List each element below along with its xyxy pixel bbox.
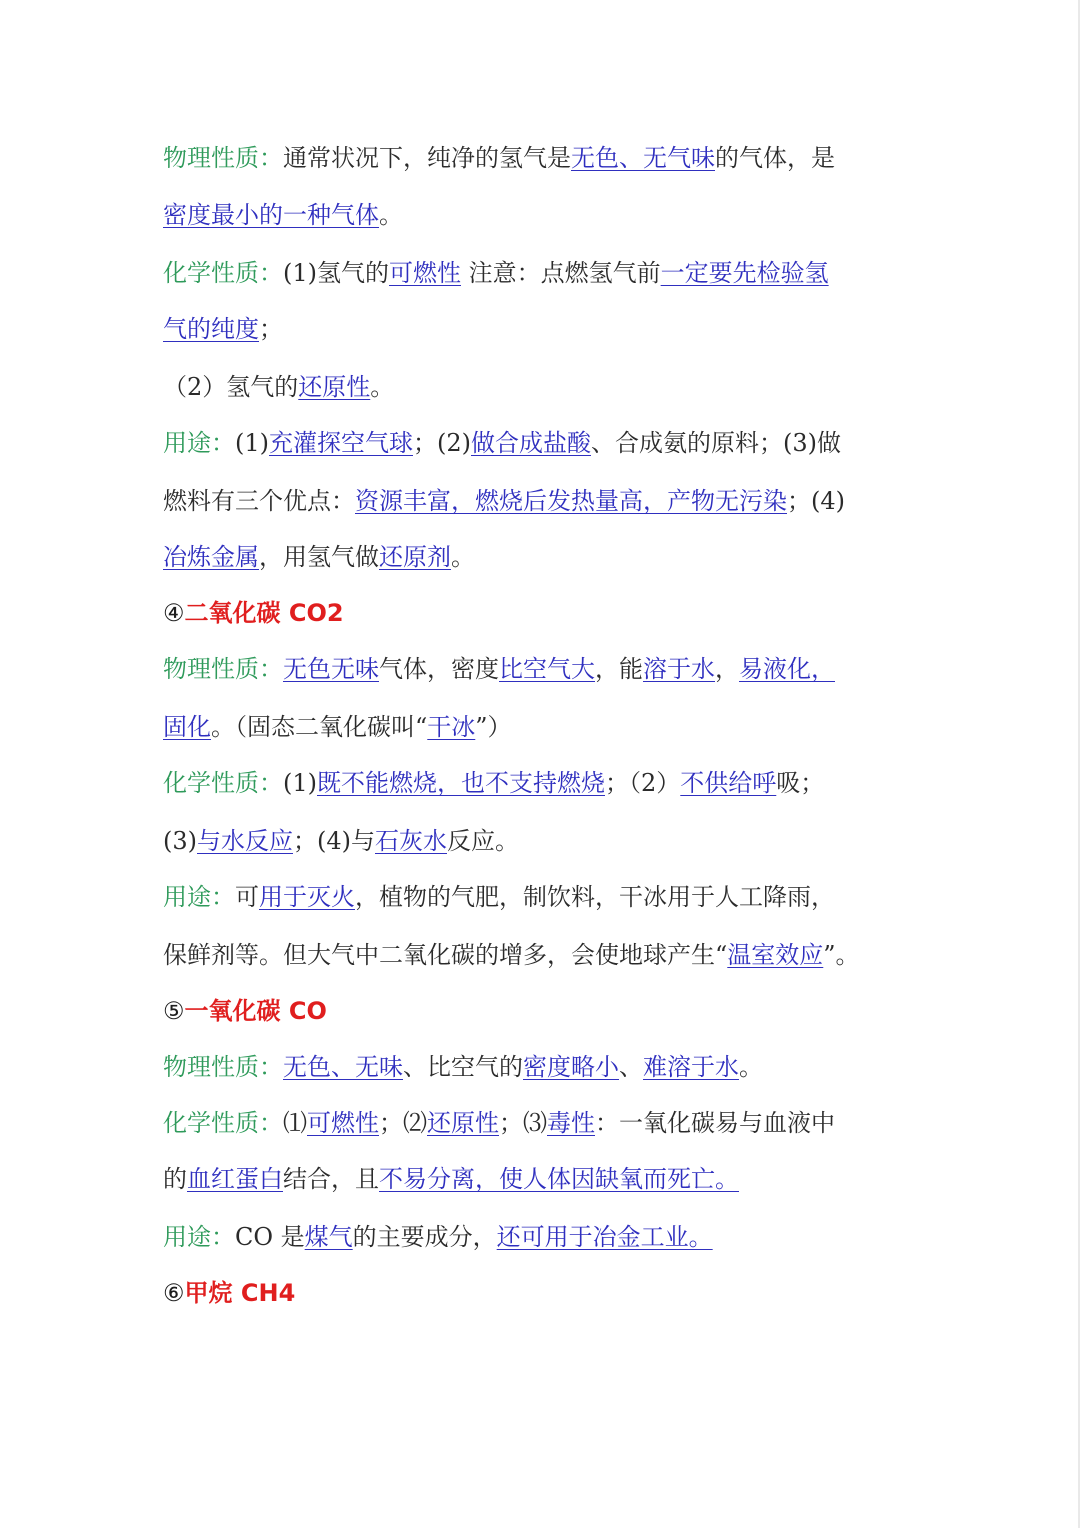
body-text: ；⑶ [499, 1109, 547, 1137]
body-text: 可 [235, 883, 259, 911]
body-text: 、合成氨的原料；(3)做 [591, 429, 841, 457]
body-text: 注意：点燃氢气前 [461, 259, 661, 287]
answer-text: 固化 [163, 713, 211, 741]
h2-physical-line-1 [163, 141, 835, 175]
body-text: 气体，密度 [379, 655, 499, 683]
section-label: 化学性质： [163, 1109, 283, 1137]
h2-chemical-line-1 [163, 256, 829, 290]
co-heading [163, 994, 327, 1028]
ch4-heading [163, 1276, 295, 1310]
section-label: 物理性质： [163, 1053, 283, 1081]
body-text: CO 是 [235, 1223, 305, 1251]
h2-uses-line-2 [163, 484, 845, 518]
body-text: (1) [283, 769, 317, 797]
answer-text: 无色无味 [283, 655, 379, 683]
body-text: 。 [739, 1053, 763, 1081]
co-physical-line-1 [163, 1050, 763, 1084]
section-label: 用途： [163, 429, 235, 457]
co2-uses-line-1 [163, 880, 835, 914]
body-text: ；(4)与 [293, 827, 375, 855]
body-text: 。 [379, 201, 403, 229]
answer-text: 还原剂 [379, 543, 451, 571]
body-text: 保鲜剂等。但大气中二氧化碳的增多，会使地球产生“ [163, 941, 728, 969]
answer-text: 冶炼金属 [163, 543, 259, 571]
co-chemical-line-1 [163, 1106, 835, 1140]
answer-text: 易液化， [739, 655, 835, 683]
answer-text: 煤气 [304, 1223, 353, 1251]
body-text: ，能 [595, 655, 643, 683]
body-text: (3) [163, 827, 197, 855]
answer-text: 还原性 [427, 1109, 499, 1137]
body-text: ；（2） [605, 769, 681, 797]
co2-uses-line-2 [163, 938, 860, 972]
body-text: 、比空气的 [403, 1053, 523, 1081]
body-text: （2）氢气的 [163, 373, 299, 401]
answer-text: 比空气大 [499, 655, 595, 683]
body-text: ；⑵ [379, 1109, 427, 1137]
answer-text: 密度略小 [523, 1053, 619, 1081]
body-text: 燃料有三个优点： [163, 487, 355, 515]
body-text: ⑴ [283, 1109, 307, 1137]
co-uses-line-1 [163, 1220, 713, 1254]
h2-uses-line-1 [163, 426, 841, 460]
heading-text: 甲烷 CH4 [184, 1279, 296, 1307]
co2-physical-line-2 [163, 710, 512, 744]
section-label: 用途： [163, 883, 235, 911]
h2-uses-line-3 [163, 540, 475, 574]
body-text: ”。 [823, 941, 860, 969]
answer-text: 充灌探空气球 [269, 429, 413, 457]
answer-text: 难溶于水 [643, 1053, 739, 1081]
body-text: 。 [451, 543, 475, 571]
answer-text: 毒性 [547, 1109, 595, 1137]
body-text: (1)氢气的 [283, 259, 389, 287]
body-text: 通常状况下，纯净的氢气是 [283, 144, 571, 172]
answer-text: 可燃性 [389, 259, 461, 287]
h2-chemical-line-3 [163, 370, 394, 404]
answer-text: 血红蛋白 [187, 1165, 283, 1193]
answer-text: 无色、无气味 [571, 144, 715, 172]
answer-text: 无色、无味 [283, 1053, 403, 1081]
answer-text: 资源丰富，燃烧后发热量高，产物无污染 [355, 487, 787, 515]
answer-text: 与水反应 [197, 827, 293, 855]
answer-text: 既不能燃烧，也不支持燃烧 [317, 769, 605, 797]
heading-number: ⑥ [163, 1279, 185, 1307]
answer-text: 不易分离，使人体因缺氧而死亡。 [379, 1165, 739, 1193]
body-text: ；(2) [413, 429, 471, 457]
answer-text: 干冰 [427, 713, 476, 741]
section-label: 化学性质： [163, 769, 283, 797]
section-label: 物理性质： [163, 144, 283, 172]
co2-chemical-line-1 [163, 766, 824, 800]
body-text: ； [259, 315, 283, 343]
answer-text: 密度最小的一种气体 [163, 201, 379, 229]
answer-text: 还原性 [298, 373, 371, 401]
heading-number: ⑤ [163, 997, 185, 1025]
answer-text: 不供给呼 [680, 769, 777, 797]
answer-text: 还可用于冶金工业。 [496, 1223, 713, 1251]
co2-heading [163, 596, 344, 630]
body-text: ， [715, 655, 739, 683]
body-text: 的气体，是 [715, 144, 835, 172]
co2-physical-line-1 [163, 652, 835, 686]
h2-physical-line-2 [163, 198, 403, 232]
answer-text: 溶于水 [643, 655, 715, 683]
answer-text: 一定要先检验氢 [660, 259, 829, 287]
body-text: 。 [370, 373, 395, 401]
section-label: 化学性质： [163, 259, 283, 287]
body-text: ，用氢气做 [259, 543, 379, 571]
body-text: 的 [163, 1165, 187, 1193]
body-text: ；(4) [787, 487, 845, 515]
heading-text: 一氧化碳 CO [184, 997, 327, 1025]
co-chemical-line-2 [163, 1162, 739, 1196]
heading-number: ④ [163, 599, 185, 627]
answer-text: 做合成盐酸 [471, 429, 591, 457]
section-label: 物理性质： [163, 655, 283, 683]
heading-text: 二氧化碳 CO2 [184, 599, 344, 627]
answer-text: 用于灭火 [259, 883, 355, 911]
body-text: (1) [235, 429, 269, 457]
body-text: ：一氧化碳易与血液中 [595, 1109, 835, 1137]
body-text: 吸； [776, 769, 825, 797]
body-text: ”） [475, 713, 512, 741]
body-text: ，植物的气肥，制饮料，干冰用于人工降雨， [355, 883, 835, 911]
answer-text: 温室效应 [727, 941, 824, 969]
body-text: 反应。 [447, 827, 519, 855]
answer-text: 石灰水 [375, 827, 447, 855]
body-text: 的主要成分， [352, 1223, 497, 1251]
body-text: 结合，且 [283, 1165, 379, 1193]
co2-chemical-line-2 [163, 824, 519, 858]
body-text: 。（固态二氧化碳叫“ [211, 713, 428, 741]
section-label: 用途： [163, 1223, 235, 1251]
h2-chemical-line-2 [163, 312, 283, 346]
answer-text: 气的纯度 [163, 315, 259, 343]
body-text: 、 [619, 1053, 643, 1081]
answer-text: 可燃性 [307, 1109, 379, 1137]
